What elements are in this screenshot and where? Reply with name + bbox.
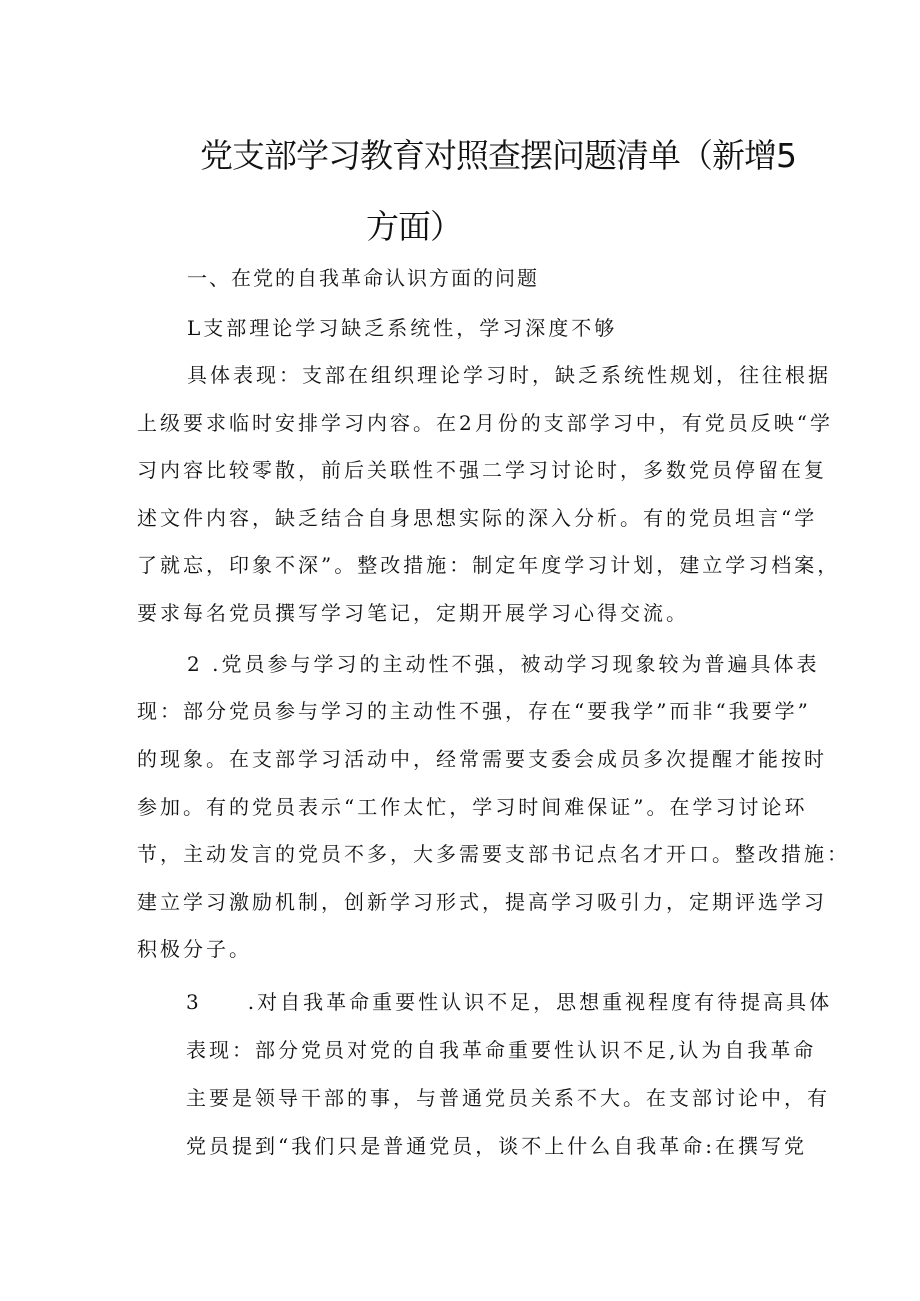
document-title-line-2: 方面）	[366, 207, 462, 246]
item-2-paragraph-line: 现：部分党员参与学习的主动性不强，存在“要我学”而非“我要学”	[137, 699, 811, 723]
item-1-paragraph-line: 要求每名党员撰写学习笔记，定期开展学习心得交流。	[137, 601, 689, 625]
item-2-paragraph-line: 节，主动发言的党员不多，大多需要支部书记点名才开口。整改措施：	[137, 842, 850, 866]
item-2-paragraph-line: 的现象。在支部学习活动中，经常需要支委会成员多次提醒才能按时	[137, 747, 827, 771]
item-1-paragraph-line: 上级要求临时安排学习内容。在2月份的支部学习中，有党员反映“学	[137, 411, 833, 435]
item-1-heading: L支部理论学习缺乏系统性，学习深度不够	[187, 316, 618, 340]
item-2-paragraph-line: 参加。有的党员表示“工作太忙，学习时间难保证”。在学习讨论环	[137, 795, 808, 819]
item-3-paragraph-line: 3 .对自我革命重要性认识不足，思想重视程度有待提高具体	[186, 990, 833, 1014]
item-3-paragraph-line: 党员提到“我们只是普通党员，谈不上什么自我革命:在撰写党	[186, 1134, 807, 1158]
item-1-paragraph-line: 具体表现：支部在组织理论学习时，缺乏系统性规划，往往根据	[187, 363, 831, 387]
item-1-paragraph-line: 述文件内容，缺乏结合自身思想实际的深入分析。有的党员坦言“学	[137, 506, 818, 530]
item-2-paragraph-line: 2 .党员参与学习的主动性不强，被动学习现象较为普遍具体表	[187, 652, 820, 676]
item-3-paragraph-line: 表现：部分党员对党的自我革命重要性认识不足,认为自我革命	[186, 1038, 817, 1062]
item-2-paragraph-line: 建立学习激励机制，创新学习形式，提高学习吸引力，定期评选学习	[137, 890, 827, 914]
document-title-line-1: 党支部学习教育对照查摆问题清单（新增5	[200, 136, 796, 175]
item-1-paragraph-line: 习内容比较零散，前后关联性不强二学习讨论时，多数党员停留在复	[137, 458, 827, 482]
section-heading: 一、在党的自我革命认识方面的问题	[187, 266, 539, 290]
item-1-paragraph-line: 了就忘，印象不深”。整改措施：制定年度学习计划，建立学习档案，	[137, 553, 841, 577]
item-3-paragraph-line: 主要是领导干部的事，与普通党员关系不大。在支部讨论中，有	[186, 1086, 830, 1110]
item-2-paragraph-line: 积极分子。	[137, 937, 252, 961]
